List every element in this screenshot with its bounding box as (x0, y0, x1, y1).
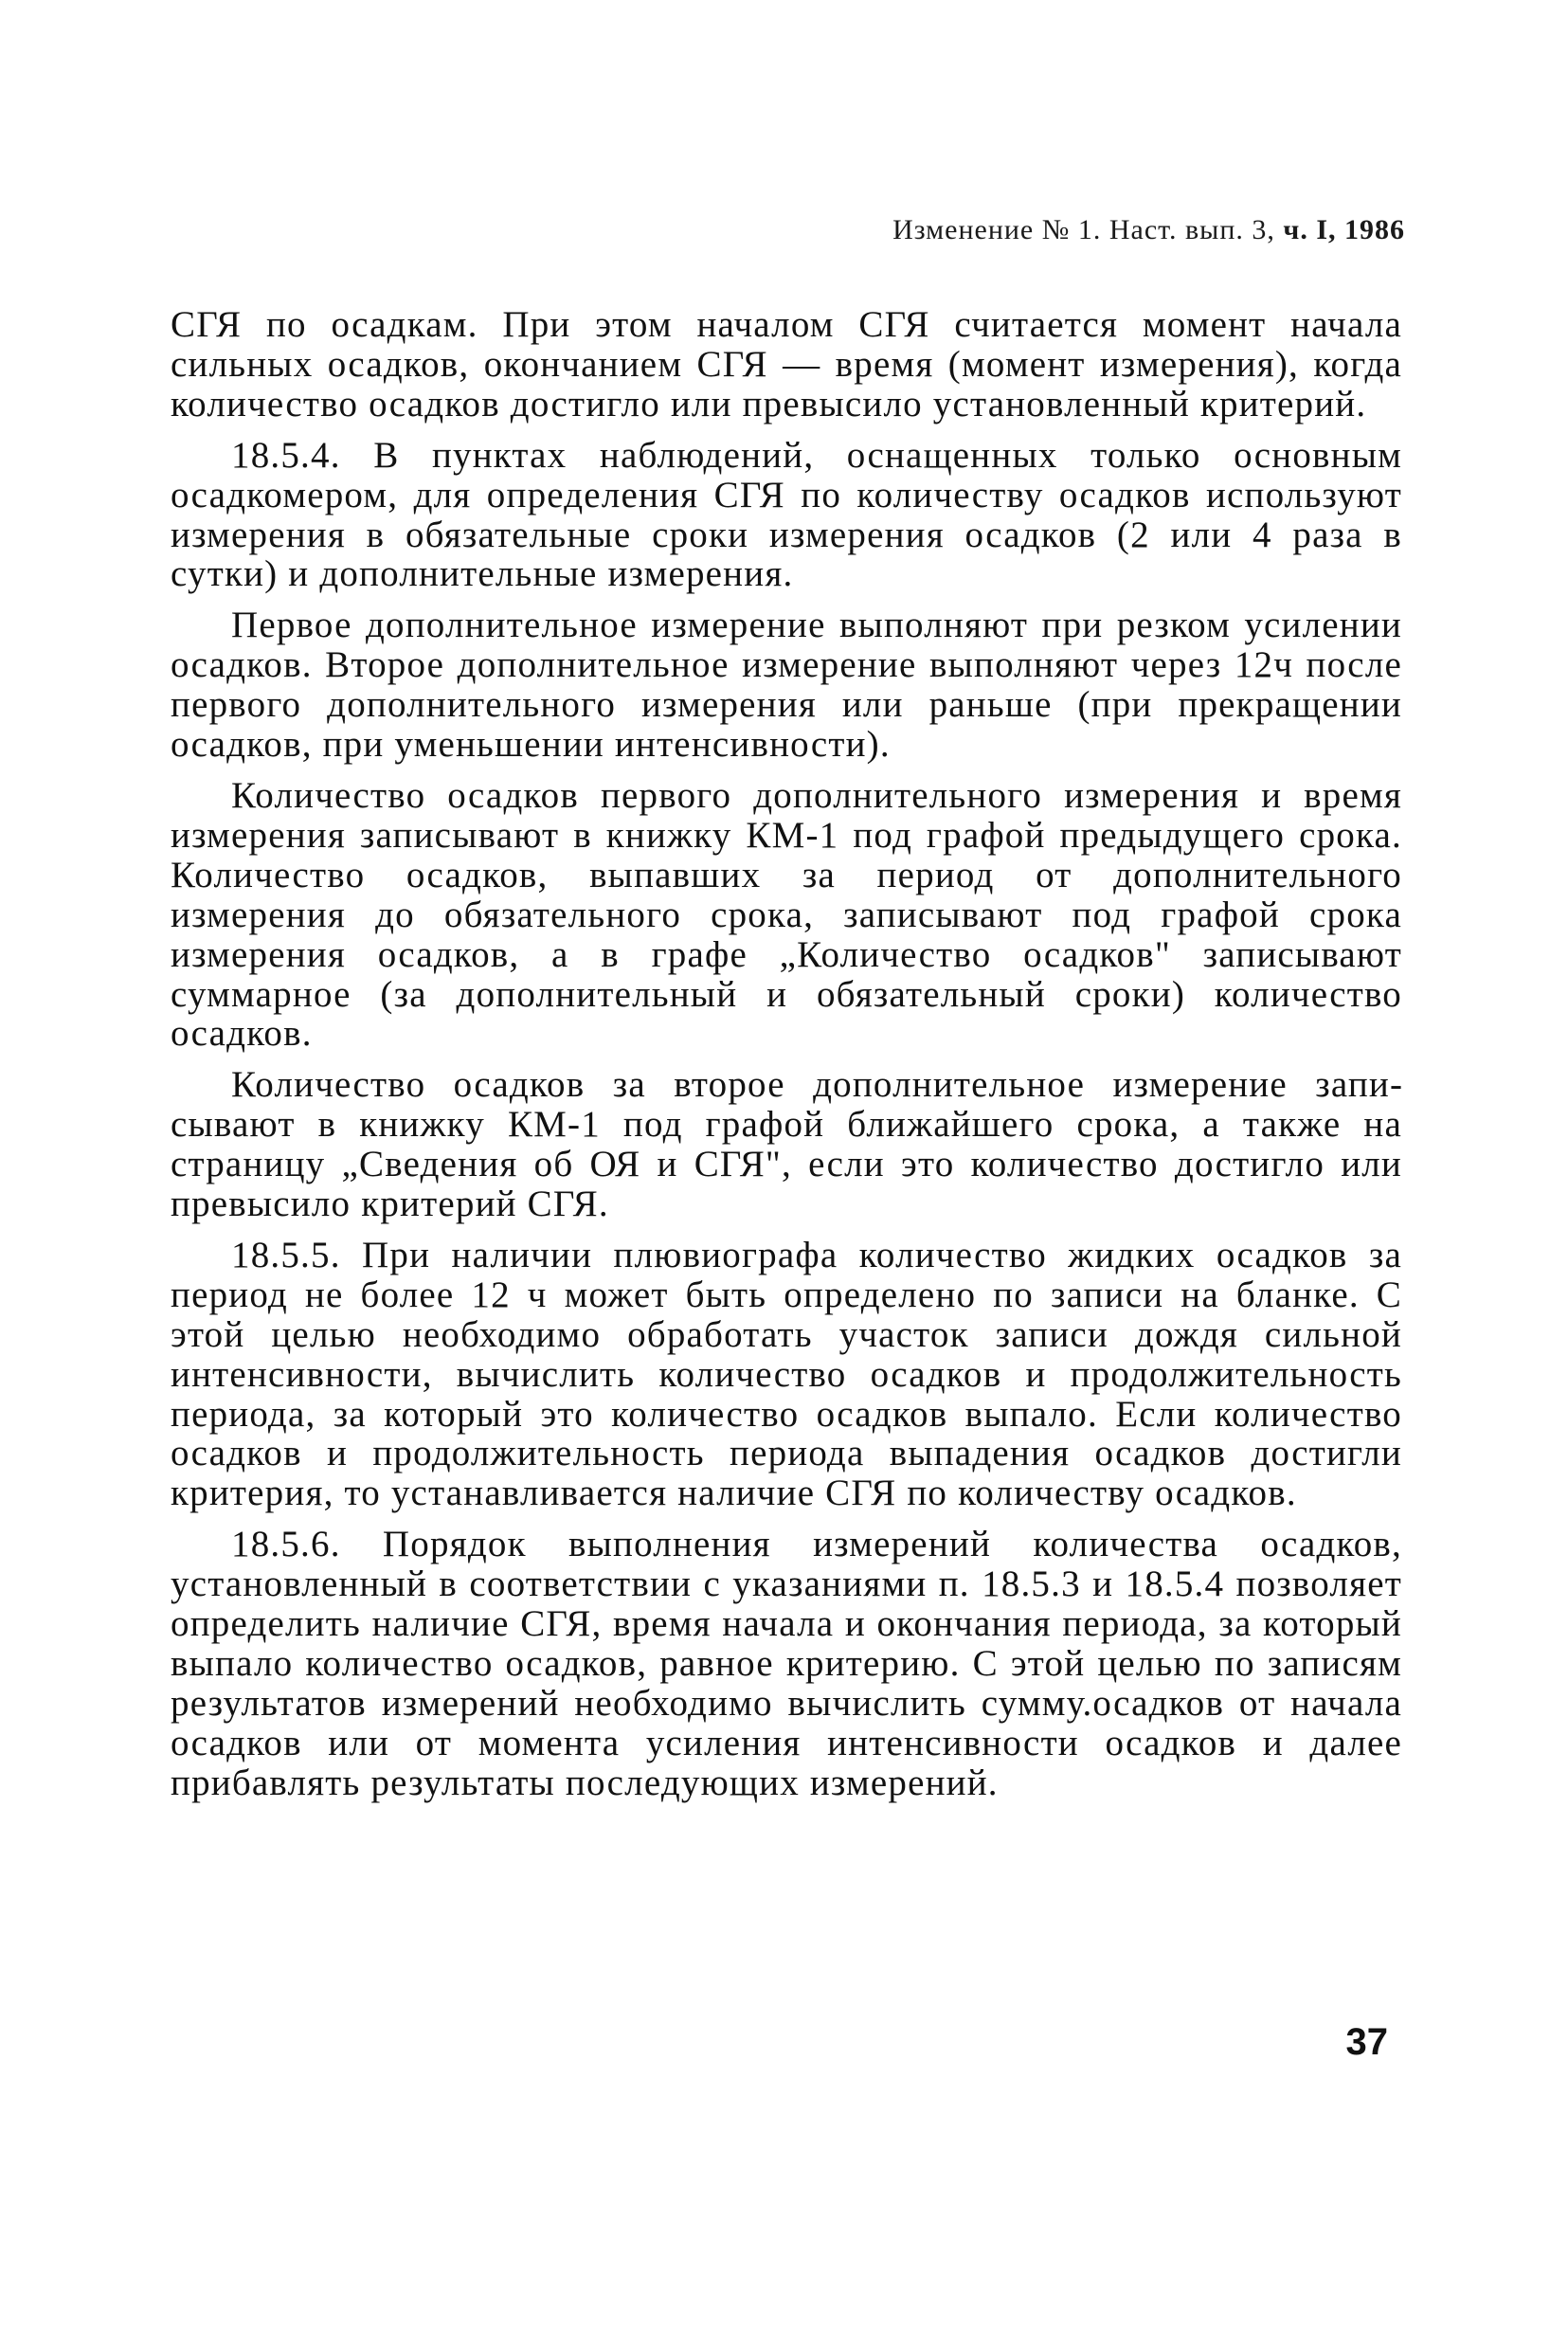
paragraph-first-additional-measurement: Первое дополнительное измерение выполняют при резком усилении осадков. Второе дополнительное измерение выполняют через 12ч после первого дополнительного измерения или раньше (при прекращении осадков, при уменьшении интенсивности). (171, 605, 1402, 766)
running-header-part-year: ч. I, 1986 (1283, 214, 1405, 245)
paragraph-18-5-6: 18.5.6. Порядок выполнения измерений количества осадков, установленный в соответствии с указаниями п. 18.5.3 и 18.5.4 позволяет определить наличие СГЯ, время начала и окончания периода, за который выпало количество осадков, равное критерию. С этой целью по записям результатов измерений необходимо вычислить сумму.осадков от начала осадков или от момента усиления интенсивности осадков и далее прибавлять результаты последующих измерений. (171, 1524, 1402, 1803)
running-header-title: Изменение № 1. Наст. вып. 3, (892, 214, 1275, 245)
paragraph-km1-recording: Количество осадков первого дополнительного измерения и время измерения записывают в книжку КМ-1 под графой предыдущего срока. Количество осадков, выпавших за период от дополнительного измерения до обязательного срока, записывают под графой срока измерения осадков, а в графе „Количество осадков" записывают суммарное (за дополнительный и обязательный сроки) количество осадков. (171, 774, 1402, 1055)
body-text (171, 305, 1402, 1815)
paragraph-continuation: СГЯ по осадкам. При этом началом СГЯ считается момент начала сильных осадков, окончанием СГЯ — время (момент измерения), когда количество осадков достигло или превысило установленный критерий. (171, 304, 1402, 425)
paragraph-18-5-4: 18.5.4. В пунктах наблюдений, оснащенных только основным осадкомером, для определения СГЯ по количеству осадков используют измерения в обязательные сроки измерения осадков (2 или 4 раза в сутки) и дополнительные измерения. (171, 434, 1402, 595)
paragraph-18-5-5: 18.5.5. При наличии плювиографа количество жидких осадков за период не более 12 ч может быть определено по записи на бланке. С этой целью необходимо обработать участок записи дождя сильной интенсивности, вычислить количество осадков и продолжительность периода, за который это количество осадков выпало. Если количество осадков и продолжительность периода выпадения осадков достигли критерия, то устанавливается наличие СГЯ по количеству осадков. (171, 1234, 1402, 1514)
page-number: 37 (1345, 2021, 1388, 2063)
running-header (892, 214, 1405, 246)
paragraph-second-additional-measurement: Количество осадков за второе дополнительное измерение записывают в книжку КМ-1 под графой ближайшего срока, а также на страницу „Сведения об ОЯ и СГЯ", если это количество достигло или превысило критерий СГЯ. (171, 1064, 1402, 1225)
